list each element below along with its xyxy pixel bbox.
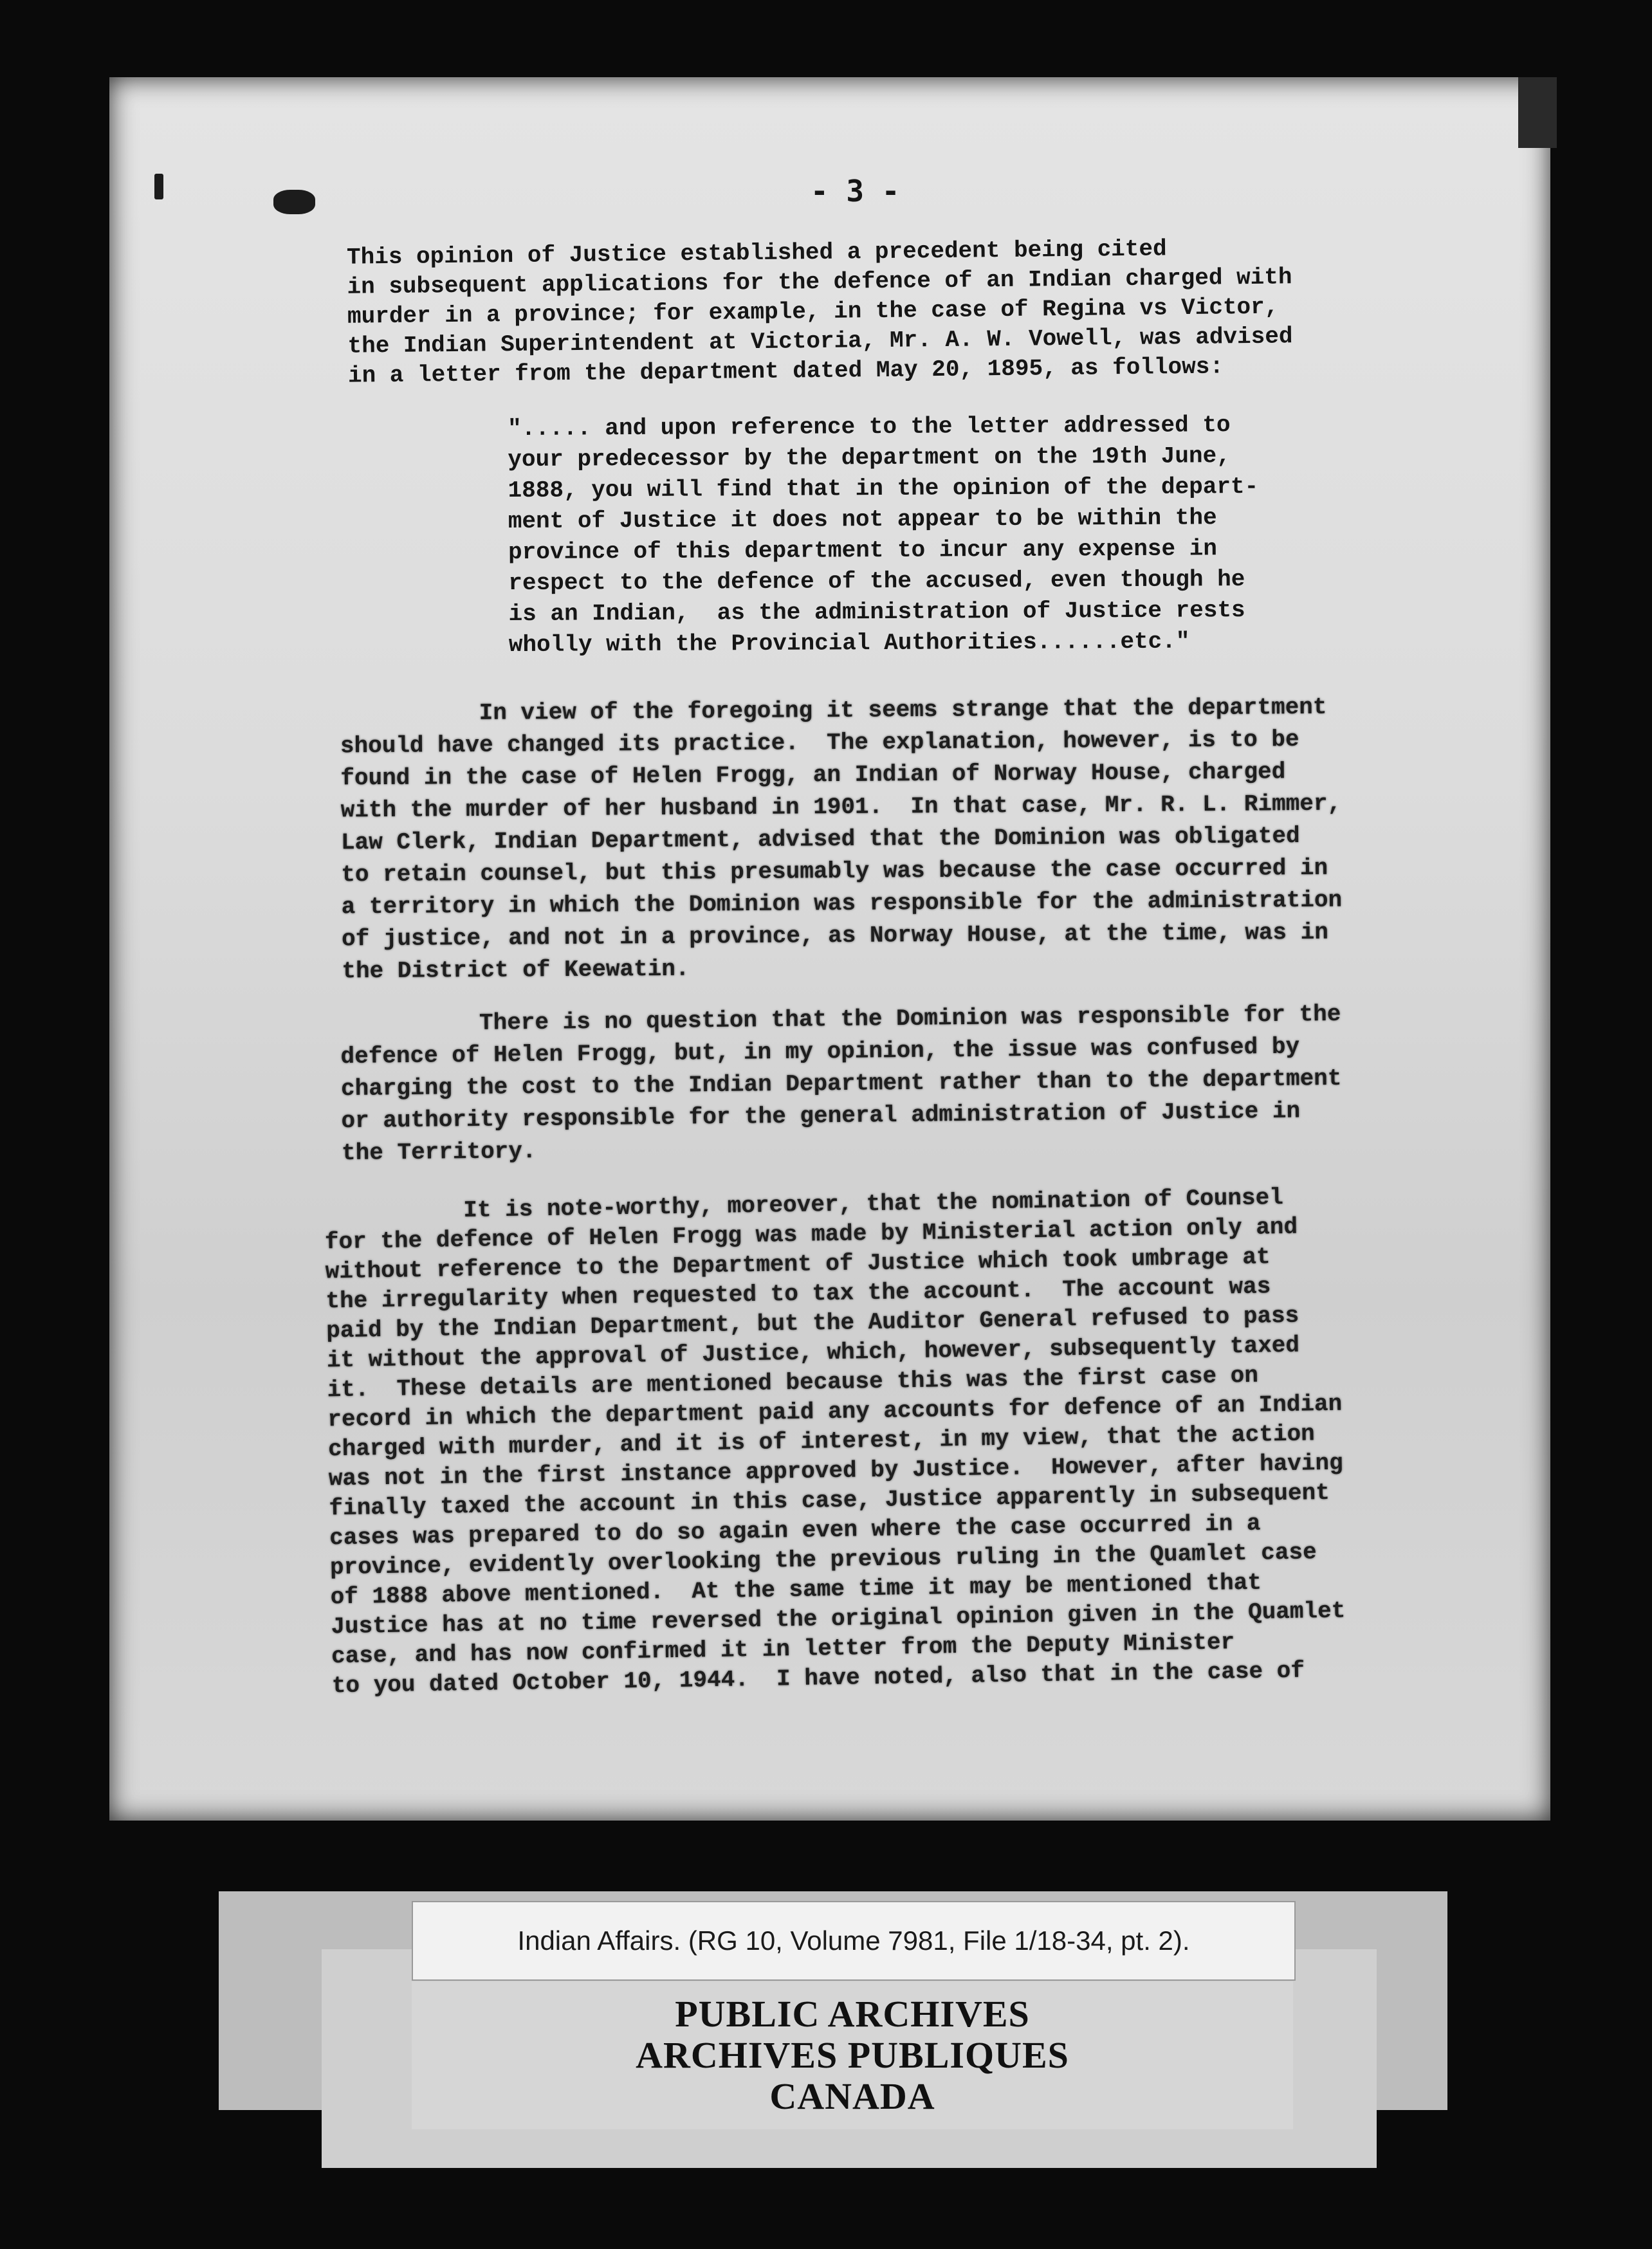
stamp-line-2: ARCHIVES PUBLIQUES xyxy=(636,2034,1069,2076)
paragraph-4: It is note-worthy, moreover, that the nomination of Counsel for the defence of Helen Frogg was made by Ministerial action only and without reference to the Department of Justice which took umbrage at the irregularity when requested to tax the account. The account was paid by the Indian Department, but the Auditor General refused to pass it without the approval of Justice, which, however, subsequently taxed it. These details are mentioned because this was the first case on record in which the department paid any accounts for defence of an Indian charged with murder, and it is of interest, in my view, that the action was not in the first instance approved by Justice. However, after having finally taxed the account in this case, Justice apparently in subsequent cases was prepared to do so again even where the case occurred in a province, evidently overlooking the previous ruling in the Quamlet case of 1888 above mentioned. At the same time it may be mentioned that Justice has at no time reversed the original opinion given in the Quamlet case, and has now confirmed it in letter from the Deputy Minister to you dated October 10, 1944. I have noted, also that in the case of xyxy=(324,1184,1346,1700)
paragraph-3: There is no question that the Dominion was responsible for the defence of Helen Frogg, but, in my opinion, the issue was confused by charging the cost to the Indian Department rather than to the department or authority responsible for the general administration of Justice in the Territory. xyxy=(340,1000,1342,1167)
ink-mark xyxy=(154,174,163,199)
quoted-letter: "..... and upon reference to the letter addressed to your predecessor by the department on the 19th June, 1888, you will find that in the opinion of the depart- ment of Justice it does not appear to be within the province of this department to incur any expense in respect to the defence of the accused, even though he is an Indian, as the administration of Justice rests wholly with the Provincial Authorities......etc." xyxy=(508,412,1259,659)
paragraph-1: This opinion of Justice established a precedent being cited in subsequent applications for the defence of an Indian charged with murder in a province; for example, in the case of Regina vs Victor, the Indian Superintendent at Victoria, Mr. A. W. Vowell, was advised in a letter from the department dated May 20, 1895, as follows: xyxy=(346,235,1293,389)
page-corner-shadow xyxy=(1518,77,1557,148)
stamp-line-3: CANADA xyxy=(769,2075,935,2117)
page-number: - 3 - xyxy=(811,174,900,208)
document-page xyxy=(109,77,1550,1821)
stamp-line-1: PUBLIC ARCHIVES xyxy=(675,1993,1030,2035)
archive-citation-label: Indian Affairs. (RG 10, Volume 7981, File 1/18-34, pt. 2). xyxy=(412,1901,1296,1981)
paragraph-2: In view of the foregoing it seems strange that the department should have changed its practice. The explanation, however, is to be found in the case of Helen Frogg, an Indian of Norway House, charged with the murder of her husband in 1901. In that case, Mr. R. L. Rimmer, Law Clerk, Indian Department, advised that the Dominion was obligated to retain counsel, but this presumably was because the case occurred in a territory in which the Dominion was responsible for the administration of justice, and not in a province, as Norway House, at the time, was in the District of Keewatin. xyxy=(340,693,1343,985)
ink-smudge xyxy=(273,190,315,214)
public-archives-stamp xyxy=(412,1981,1293,2129)
